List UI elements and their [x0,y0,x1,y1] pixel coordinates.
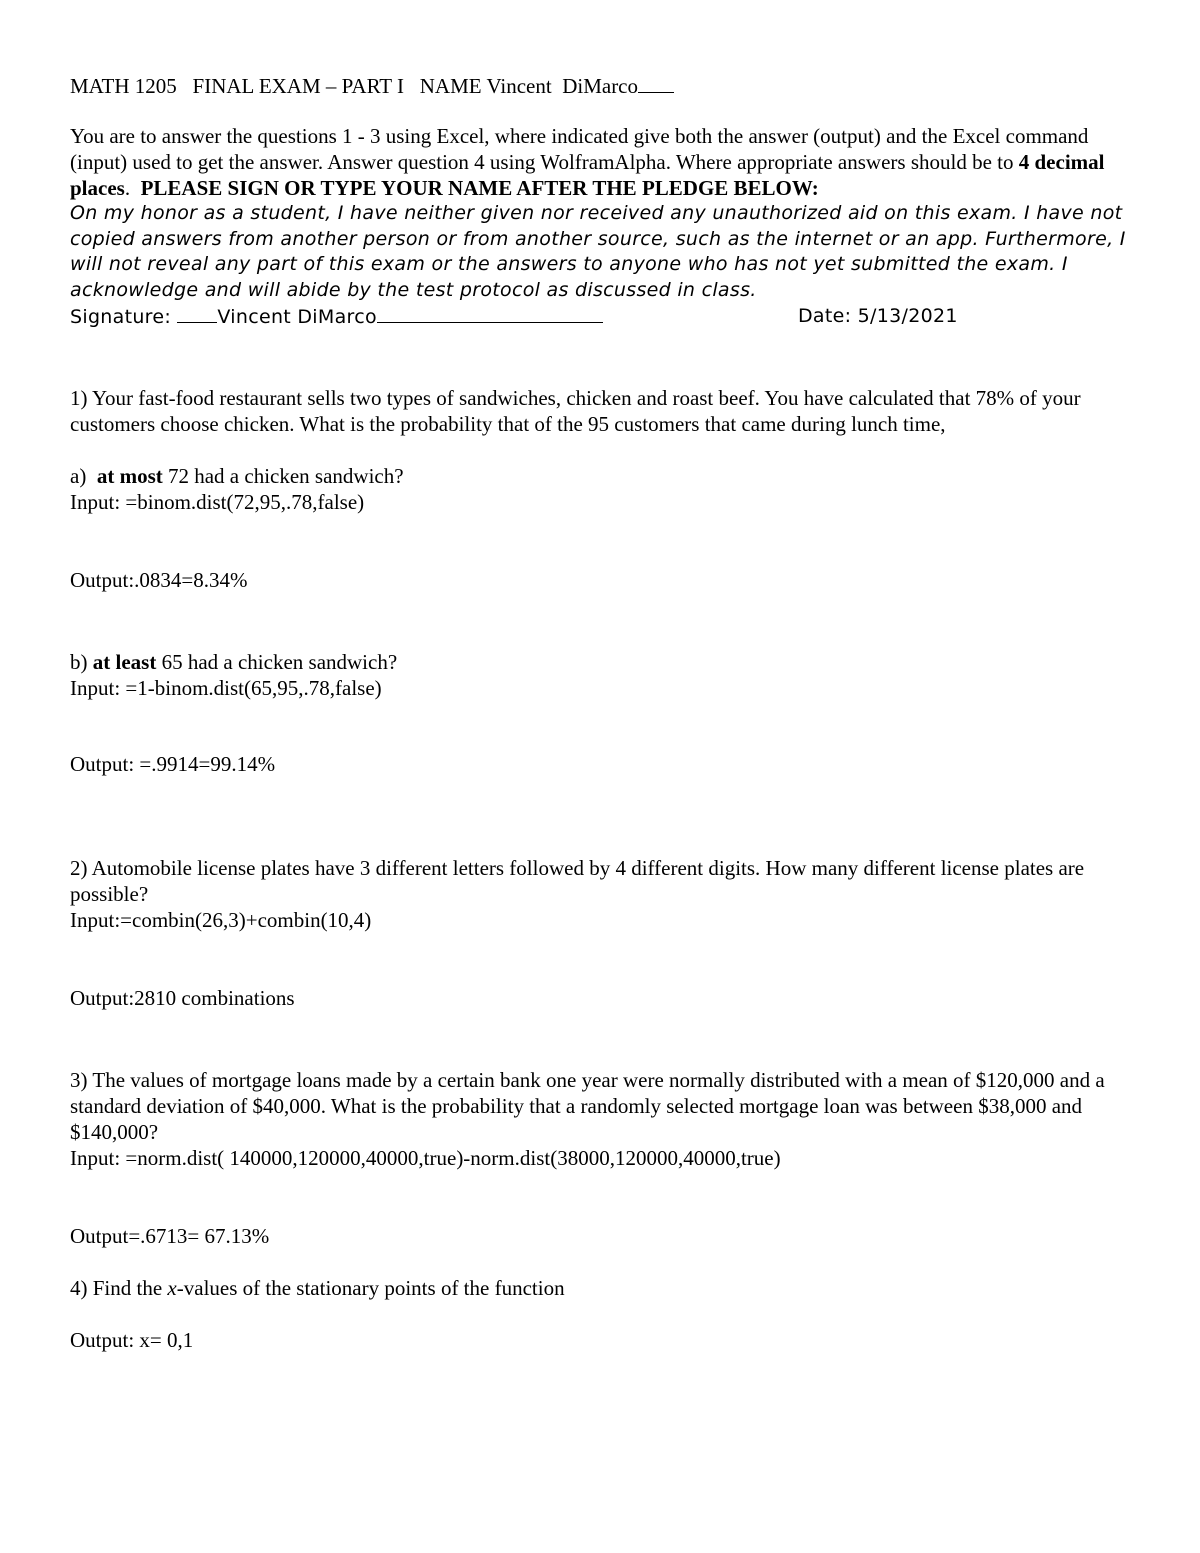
name-underline [638,72,674,93]
answer-3-input: Input: =norm.dist( 140000,120000,40000,true)-norm.dist(38000,120000,40000,true) [70,1146,781,1170]
signature-line [70,303,1140,329]
answer-1b-output: Output: =.9914=99.14% [70,752,276,776]
signature-blank-after [377,303,603,323]
name-value: Vincent DiMarco [486,74,639,98]
question-2: 2) Automobile license plates have 3 different letters followed by 4 different digits. How many different license plates are possible? [70,856,1085,906]
sign-instruction: PLEASE SIGN OR TYPE YOUR NAME AFTER THE PLEDGE BELOW: [140,176,819,200]
question-1a [70,463,1140,489]
answer-2-output: Output:2810 combinations [70,986,295,1010]
name-label: NAME [419,74,482,98]
question-3: 3) The values of mortgage loans made by a certain bank one year were normally distributed with a mean of $120,000 and a standard deviation of $40,000. What is the probability that a randomly selected mortgage loan was between $38,000 and $140,000? [70,1068,1105,1144]
exam-page [70,72,1140,1353]
question-1b-rest: 65 had a chicken sandwich? [156,650,398,674]
at-most-emphasis: at most [96,464,163,488]
question-1a-prefix: a) [70,464,97,488]
answer-2-input: Input:=combin(26,3)+combin(10,4) [70,908,372,932]
at-least-emphasis: at least [92,650,157,674]
honor-pledge: On my honor as a student, I have neither given nor received any unauthorized aid on this exam. I have not copied answers from another person or from another source, such as the internet or an app. Furthermore, I will not reveal any part of this exam or the answers to anyone who has not yet submitted the exam. I acknowledge and will abide by the test protocol as discussed in class. [70,202,1126,301]
answer-4-output: Output: x= 0,1 [70,1328,194,1352]
instructions-text-2: . [124,176,141,200]
course-code: MATH 1205 [70,74,177,98]
question-4-text-rest: -values of the stationary points of the function [176,1276,565,1300]
exam-header [70,72,1140,99]
date-field [798,303,958,329]
date-value: 5/13/2021 [857,305,958,327]
instructions-text: You are to answer the questions 1 - 3 using Excel, where indicated give both the answer (output) and the Excel command (input) used to get the answer. Answer question 4 using WolframAlpha. Where appropriate answers should be to [70,124,1089,174]
exam-title: FINAL EXAM – PART I [192,74,405,98]
answer-1a-input: Input: =binom.dist(72,95,.78,false) [70,490,365,514]
question-1b [70,649,1140,675]
answer-1a-output: Output:.0834=8.34% [70,568,248,592]
signature-blank-before [177,303,217,323]
question-4-text: 4) Find the [70,1276,168,1300]
signature-label: Signature: [70,306,172,328]
answer-1b-input: Input: =1-binom.dist(65,95,.78,false) [70,676,382,700]
question-1a-rest: 72 had a chicken sandwich? [162,464,404,488]
x-variable: x [167,1276,177,1300]
question-1b-prefix: b) [70,650,93,674]
signature-value: Vincent DiMarco [217,306,377,328]
instructions [70,123,1140,201]
decimals-emphasis: 4 decimal places [70,150,1105,200]
date-label: Date: [798,305,852,327]
question-4 [70,1275,1140,1301]
question-1: 1) Your fast-food restaurant sells two types of sandwiches, chicken and roast beef. You have calculated that 78% of your customers choose chicken. What is the probability that of the 95 customers that came during lunch time, [70,386,1081,436]
answer-3-output: Output=.6713= 67.13% [70,1224,270,1248]
